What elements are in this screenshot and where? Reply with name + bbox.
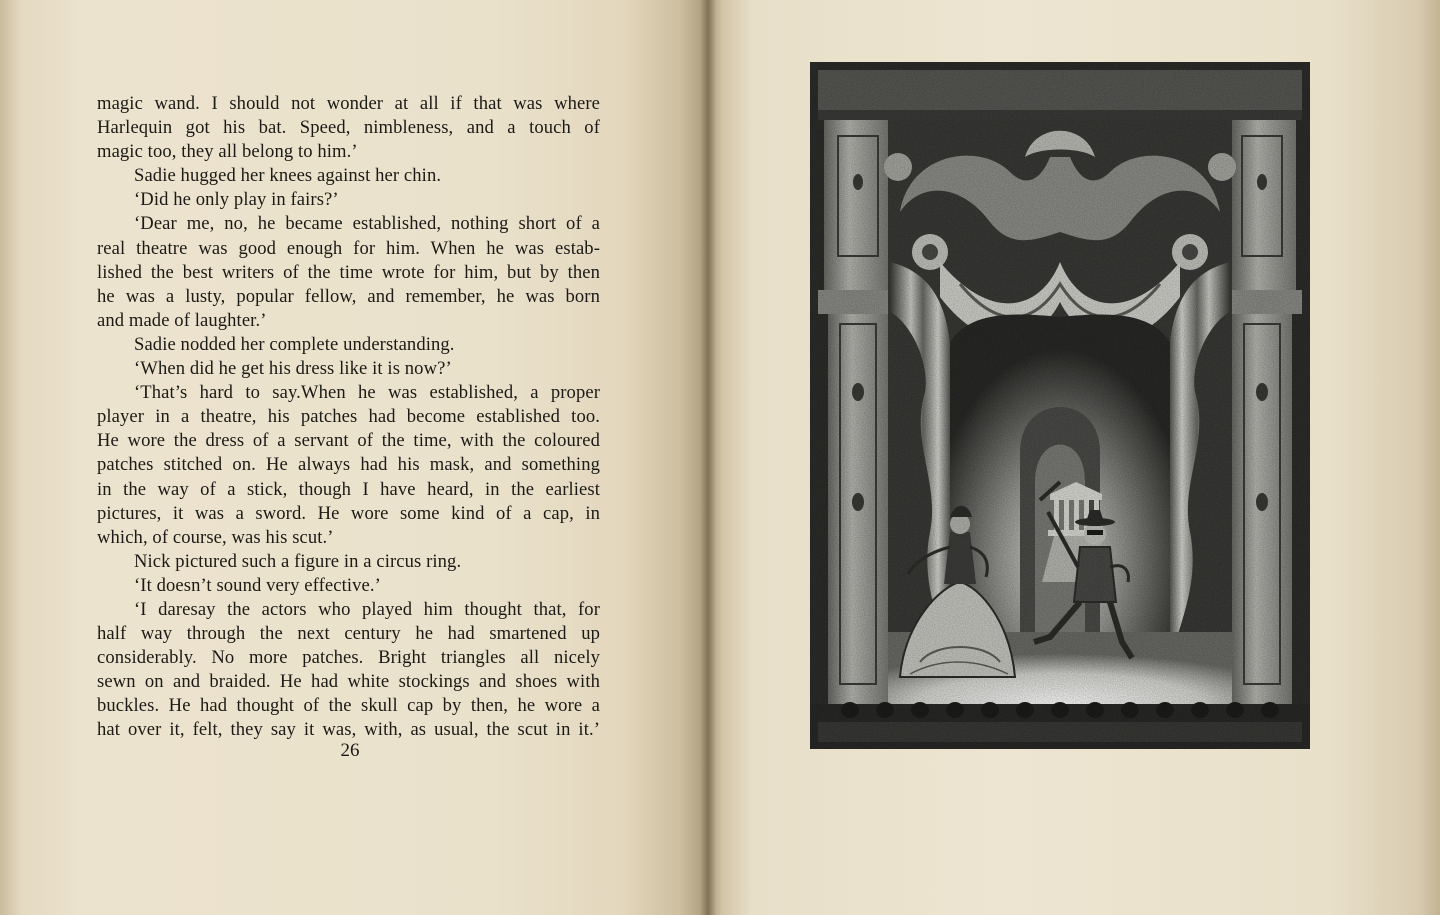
text-line: ‘It doesn’t sound very effective.’ xyxy=(134,574,381,596)
page-number: 26 xyxy=(340,740,360,761)
text-line: ‘Dear me, no, he became established, nothing short of a xyxy=(134,213,600,235)
book-gutter xyxy=(700,0,716,915)
text-line: in the way of a stick, though I have heard, in the earliest xyxy=(97,478,600,500)
text-line: Harlequin got his bat. Speed, nimbleness, and a touch of xyxy=(97,117,600,139)
text-line: Sadie hugged her knees against her chin. xyxy=(134,165,442,187)
text-line: sewn on and braided. He had white stockings and shoes with xyxy=(97,671,600,693)
text-line: he was a lusty, popular fellow, and remember, he was born xyxy=(97,285,600,307)
text-line: and made of laughter.’ xyxy=(97,309,267,331)
text-line: considerably. No more patches. Bright triangles all nicely xyxy=(97,647,600,669)
text-line: ‘When did he get his dress like it is now?’ xyxy=(134,358,452,380)
text-line: real theatre was good enough for him. When he was estab- xyxy=(97,237,600,259)
text-line: lished the best writers of the time wrote for him, but by then xyxy=(97,261,600,283)
body-text xyxy=(97,92,600,743)
text-line: magic too, they all belong to him.’ xyxy=(97,141,358,163)
text-line: player in a theatre, his patches had become established too. xyxy=(97,406,600,428)
text-line: hat over it, felt, they say it was, with, as usual, the scut in it.’ xyxy=(97,719,600,741)
text-line: ‘That’s hard to say.When he was established, a proper xyxy=(134,382,600,404)
text-line: ‘Did he only play in fairs?’ xyxy=(134,189,339,211)
text-line: Nick pictured such a figure in a circus ring. xyxy=(134,550,462,572)
text-line: Sadie nodded her complete understanding. xyxy=(134,333,455,355)
text-line: patches stitched on. He always had his mask, and something xyxy=(97,454,600,476)
left-page xyxy=(0,0,708,915)
text-line: buckles. He had thought of the skull cap by then, he wore a xyxy=(97,695,600,717)
text-line: which, of course, was his scut.’ xyxy=(97,526,334,548)
text-line: He wore the dress of a servant of the time, with the coloured xyxy=(97,430,600,452)
text-line: magic wand. I should not wonder at all if that was where xyxy=(97,93,600,114)
text-line: ‘I daresay the actors who played him thought that, for xyxy=(134,598,600,620)
theatre-illustration xyxy=(810,62,1310,749)
text-line: half way through the next century he had smartened up xyxy=(97,623,600,645)
text-line: pictures, it was a sword. He wore some kind of a cap, in xyxy=(97,502,600,524)
